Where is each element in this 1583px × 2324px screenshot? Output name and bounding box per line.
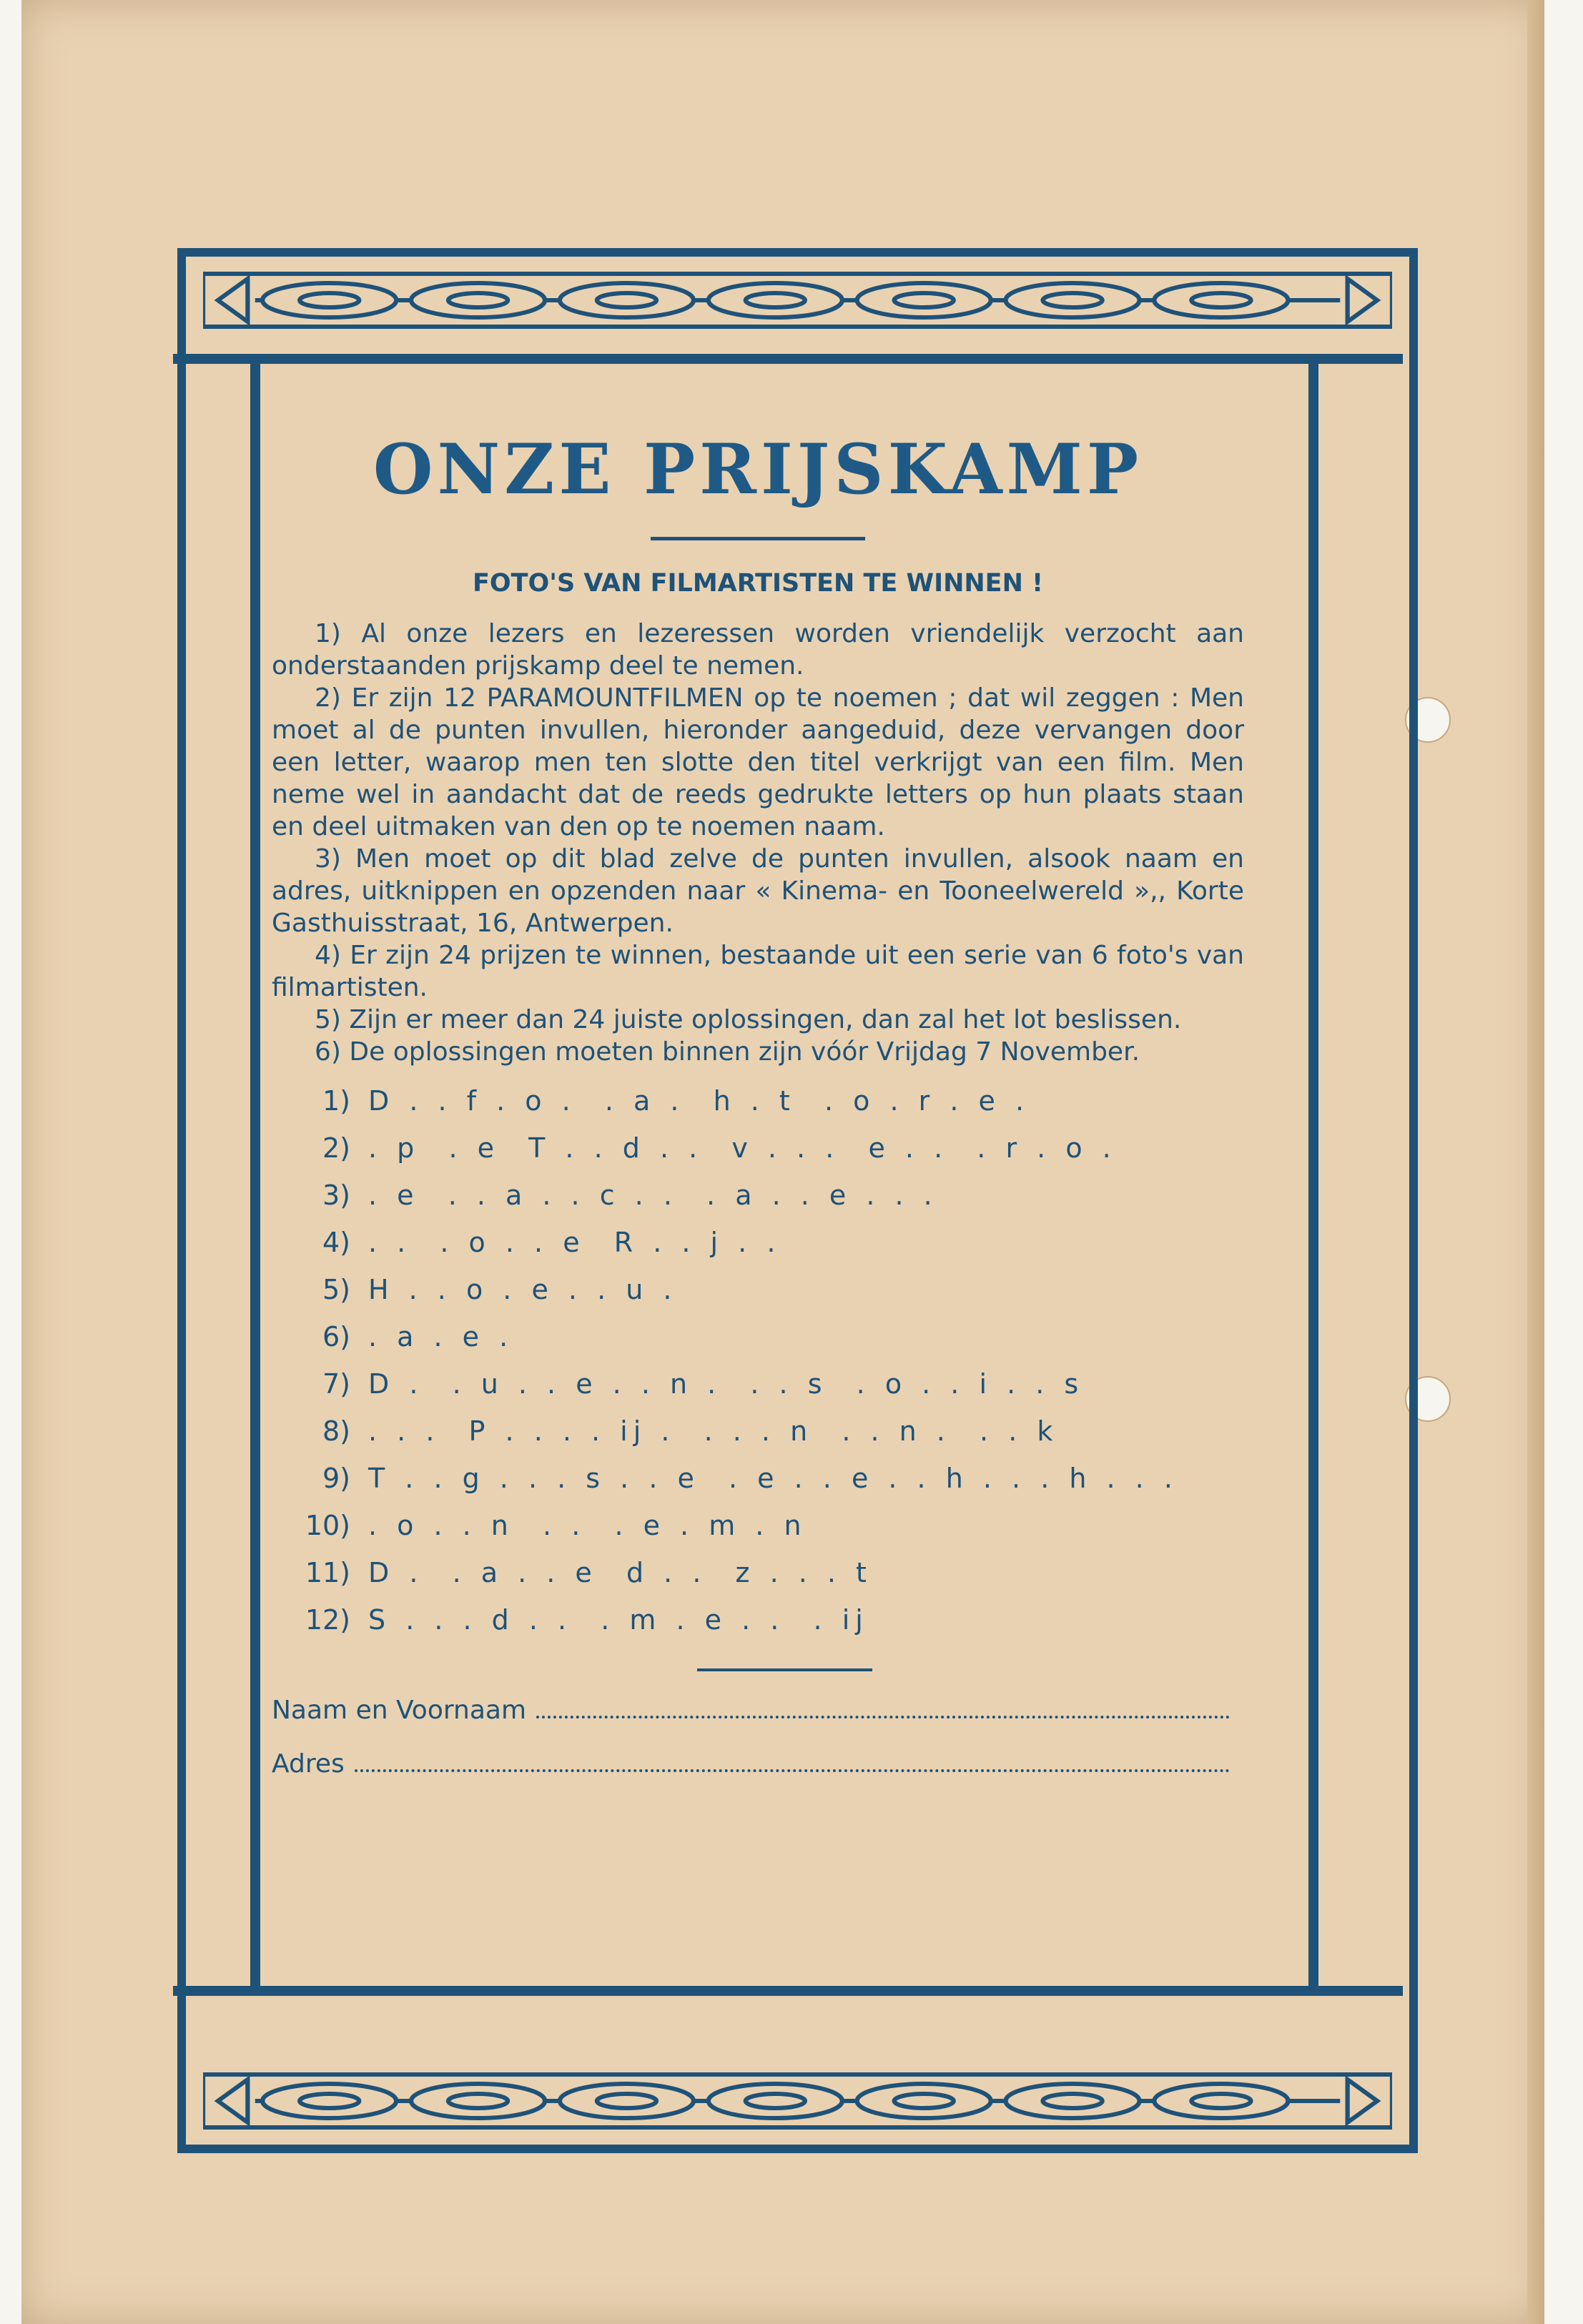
- rules-list: [272, 618, 1244, 1068]
- puzzle-list: [272, 1085, 1244, 1651]
- rule-paragraph: 1) Al onze lezers en lezeressen worden vriendelijk verzocht aan onderstaanden prijskamp deel te nemen.: [272, 619, 1244, 681]
- page-edge: [1527, 0, 1544, 2324]
- puzzle-row[interactable]: [272, 1510, 1244, 1557]
- ornament-pattern-icon: [203, 2069, 1392, 2133]
- puzzle-row[interactable]: [272, 1132, 1244, 1180]
- address-field-label: Adres: [272, 1749, 345, 1779]
- puzzle-letters: . . . o . . e R . . j . .: [368, 1227, 781, 1258]
- puzzle-letters: . o . . n . . . e . m . n: [368, 1510, 807, 1541]
- puzzle-row[interactable]: [272, 1180, 1244, 1227]
- puzzle-number: 7): [322, 1368, 350, 1400]
- puzzle-row[interactable]: [272, 1368, 1244, 1415]
- name-field[interactable]: [272, 1696, 1244, 1725]
- name-field-line[interactable]: [536, 1696, 1230, 1719]
- puzzle-letters: S . . . d . . . m . e . . . ij: [368, 1604, 869, 1636]
- puzzle-row[interactable]: [272, 1321, 1244, 1368]
- puzzle-number: 4): [322, 1227, 350, 1258]
- frame-rule-bottom: [173, 1986, 1403, 1996]
- frame-rule-right: [1308, 361, 1318, 1991]
- rule-paragraph: 2) Er zijn 12 PARAMOUNTFILMEN op te noemen ; dat wil zeggen : Men moet al de punten invullen, hieronder aangeduid, deze vervangen door een letter, waarop men ten slotte den titel verkrijgt van een film. Men neme wel in aandacht dat de reeds gedrukte letters op hun plaats staan en deel uitmaken van den op te noemen naam.: [272, 683, 1244, 841]
- ornament-pattern-icon: [203, 268, 1392, 332]
- name-field-label: Naam en Voornaam: [272, 1696, 527, 1725]
- puzzle-letters: D . . a . . e d . . z . . . t: [368, 1557, 872, 1588]
- rule-paragraph: 5) Zijn er meer dan 24 juiste oplossingen, dan zal het lot beslissen.: [315, 1005, 1182, 1034]
- puzzle-letters: . e . . a . . c . . . a . . e . . .: [368, 1180, 938, 1211]
- page-title: ONZE PRIJSKAMP: [373, 429, 1143, 510]
- address-field[interactable]: [272, 1749, 1244, 1779]
- puzzle-number: 6): [322, 1321, 350, 1353]
- puzzle-row[interactable]: [272, 1604, 1244, 1651]
- puzzle-row[interactable]: [272, 1274, 1244, 1321]
- ornament-band-top: [203, 261, 1392, 340]
- title-divider: [651, 537, 865, 540]
- puzzle-letters: H . . o . e . . u .: [368, 1274, 678, 1305]
- puzzle-row[interactable]: [272, 1463, 1244, 1510]
- address-field-line[interactable]: [355, 1749, 1230, 1772]
- puzzle-row[interactable]: [272, 1557, 1244, 1604]
- puzzle-letters: D . . u . . e . . n . . . s . o . . i . . s: [368, 1368, 1085, 1400]
- contest-content: [272, 400, 1244, 1779]
- puzzle-letters: . . . P . . . . ij . . . . n . . n . . . k: [368, 1415, 1059, 1447]
- section-divider: [697, 1668, 872, 1671]
- rule-paragraph: 3) Men moet op dit blad zelve de punten invullen, alsook naam en adres, uitknippen en opzenden naar « Kinema- en Tooneelwereld »,, Korte Gasthuisstraat, 16, Antwerpen.: [272, 844, 1244, 938]
- puzzle-letters: D . . f . o . . a . h . t . o . r . e .: [368, 1085, 1030, 1117]
- puzzle-number: 8): [322, 1415, 350, 1447]
- subtitle: FOTO'S VAN FILMARTISTEN TE WINNEN !: [472, 569, 1044, 598]
- rule-paragraph: 6) De oplossingen moeten binnen zijn vóór Vrijdag 7 November.: [315, 1037, 1140, 1067]
- puzzle-number: 9): [322, 1463, 350, 1494]
- frame-rule-left: [250, 361, 260, 1991]
- rule-paragraph: 4) Er zijn 24 prijzen te winnen, bestaande uit een serie van 6 foto's van filmartisten.: [272, 941, 1244, 1002]
- puzzle-number: 11): [305, 1557, 350, 1588]
- puzzle-number: 2): [322, 1132, 350, 1164]
- puzzle-number: 12): [305, 1604, 350, 1636]
- frame-rule-top: [173, 354, 1403, 364]
- page-sheet: [21, 0, 1544, 2324]
- puzzle-letters: . a . e .: [368, 1321, 514, 1353]
- puzzle-number: 5): [322, 1274, 350, 1305]
- puzzle-number: 3): [322, 1180, 350, 1211]
- ornament-band-bottom: [203, 2062, 1392, 2140]
- puzzle-letters: T . . g . . . s . . e . e . . e . . h . . . h . . .: [368, 1463, 1178, 1494]
- puzzle-row[interactable]: [272, 1085, 1244, 1132]
- puzzle-row[interactable]: [272, 1415, 1244, 1463]
- puzzle-number: 1): [322, 1085, 350, 1117]
- puzzle-row[interactable]: [272, 1227, 1244, 1274]
- puzzle-number: 10): [305, 1510, 350, 1541]
- puzzle-letters: . p . e T . . d . . v . . . e . . . r . o .: [368, 1132, 1117, 1164]
